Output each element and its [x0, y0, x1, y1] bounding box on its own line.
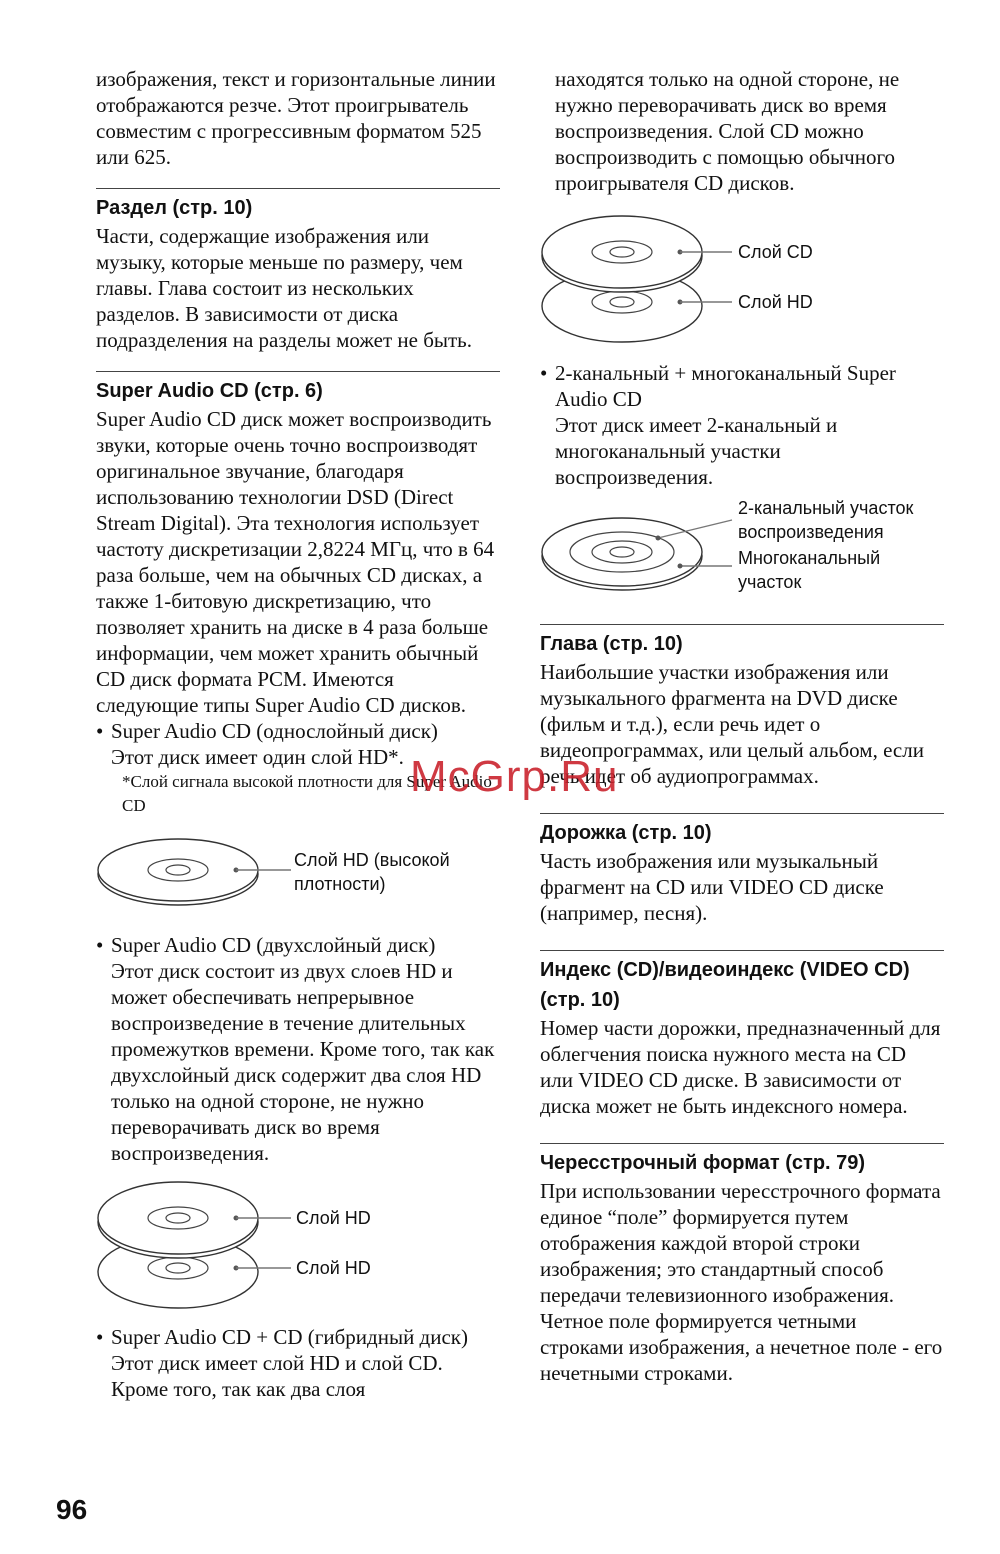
left-column	[96, 66, 500, 1402]
section-index	[540, 950, 944, 1119]
section-sacd	[96, 371, 500, 1402]
sacd-single-note: *Слой сигнала высокой плотности для Super Audio CD	[122, 772, 492, 815]
glava-text: Наибольшие участки изображения или музыкального фрагмента на DVD диске (фильм и т.д.), если речь идет о видеопрограммах, или целый альбом, если речь идет об аудиопрограммах.	[540, 660, 924, 788]
sacd-single-text: Этот диск имеет один слой HD*.	[111, 745, 404, 769]
sacd-heading: Super Audio CD (стр. 6)	[96, 380, 323, 402]
multichannel-disc-figure	[540, 496, 944, 606]
multi-text: Этот диск имеет 2-канальный и многоканальный участки воспроизведения.	[555, 413, 838, 489]
intro-paragraph: изображения, текст и горизонтальные линии отображаются резче. Этот проигрыватель совместим с прогрессивным форматом 525 или 625.	[96, 67, 496, 169]
sacd-single-title: • Super Audio CD (однослойный диск)	[96, 718, 500, 744]
page-number: 96	[56, 1494, 88, 1525]
single-layer-disc-figure	[96, 818, 500, 914]
watermark: McGrp.Ru	[410, 752, 619, 801]
hybrid-disc-icon	[540, 204, 944, 354]
dorozhka-text: Часть изображения или музыкальный фрагмент на CD или VIDEO CD диске (например, песня).	[540, 849, 884, 925]
sacd-dual-text: Этот диск состоит из двух слоев HD и может обеспечивать непрерывное воспроизведение в течение длительных промежутков времени. Кроме того, так как двухслойный диск содержит два слоя HD только на одной стороне, не нужно переворачивать диск во время воспроизведения.	[111, 959, 495, 1165]
razdel-text: Части, содержащие изображения или музыку, которые меньше по размеру, чем главы. Глава состоит из нескольких разделов. В зависимости от диска подразделения на разделы может не быть.	[96, 224, 472, 352]
interlace-heading: Чересстрочный формат (стр. 79)	[540, 1152, 866, 1174]
interlace-text: При использовании чересстрочного формата единое “поле” формируется путем отображения каждой второй строки изображения; это стандартный способ передачи телевизионного изображения. Четное поле формируется четными строками изображения, а нечетное поле - его нечетными строками.	[540, 1179, 943, 1385]
sacd-text: Super Audio CD диск может воспроизводить звуки, которые очень точно воспроизводят оригинальное звучание, благодаря использованию технологии DSD (Direct Stream Digital). Эта технология использует частоту дискретизации 2,8224 МГц, что в 64 раза больше, чем на обычных CD дисках, а также 1-битовую дискретизацию, что позволяет хранить на диске в 4 раза больше информации, чем может хранить обычный CD диск формата PCM. Имеются следующие типы Super Audio CD дисков.	[96, 407, 495, 717]
dual-layer-label-bottom: Слой HD	[296, 1258, 371, 1278]
razdel-heading: Раздел (стр. 10)	[96, 197, 253, 219]
sacd-dual-title: • Super Audio CD (двухслойный диск)	[96, 932, 500, 958]
index-heading: Индекс (CD)/видеоиндекс (VIDEO CD) (стр. 10)	[540, 959, 910, 1011]
multi-label-top: 2-канальный участок воспроизведения	[738, 498, 914, 542]
section-interlace	[540, 1143, 944, 1386]
dual-layer-label-top: Слой HD	[296, 1208, 371, 1228]
right-column	[540, 66, 944, 1386]
hybrid-label-top: Слой CD	[738, 242, 813, 262]
dual-layer-disc-figure	[96, 1166, 500, 1316]
dual-layer-disc-icon	[96, 1166, 500, 1316]
hybrid-disc-figure	[540, 204, 944, 354]
multi-label-bottom: Многоканальный участок	[738, 548, 881, 592]
glava-heading: Глава (стр. 10)	[540, 633, 683, 655]
hybrid-label-bottom: Слой HD	[738, 292, 813, 312]
section-razdel	[96, 188, 500, 353]
multi-title: • 2-канальный + многоканальный Super Audio CD	[540, 360, 944, 412]
sacd-hybrid-text: Этот диск имеет слой HD и слой CD. Кроме того, так как два слоя	[111, 1351, 443, 1401]
section-dorozhka	[540, 813, 944, 926]
single-layer-label: Слой HD (высокой плотности)	[294, 850, 450, 894]
hybrid-continuation: находятся только на одной стороне, не нужно переворачивать диск во время воспроизведения. Слой CD можно воспроизводить с помощью обычного проигрывателя CD дисков.	[555, 67, 900, 195]
index-text: Номер части дорожки, предназначенный для облегчения поиска нужного места на CD или VIDEO CD диске. В зависимости от диска может не быть индексного номера.	[540, 1016, 941, 1118]
sacd-hybrid-title: • Super Audio CD + CD (гибридный диск)	[96, 1324, 500, 1350]
dorozhka-heading: Дорожка (стр. 10)	[540, 822, 712, 844]
